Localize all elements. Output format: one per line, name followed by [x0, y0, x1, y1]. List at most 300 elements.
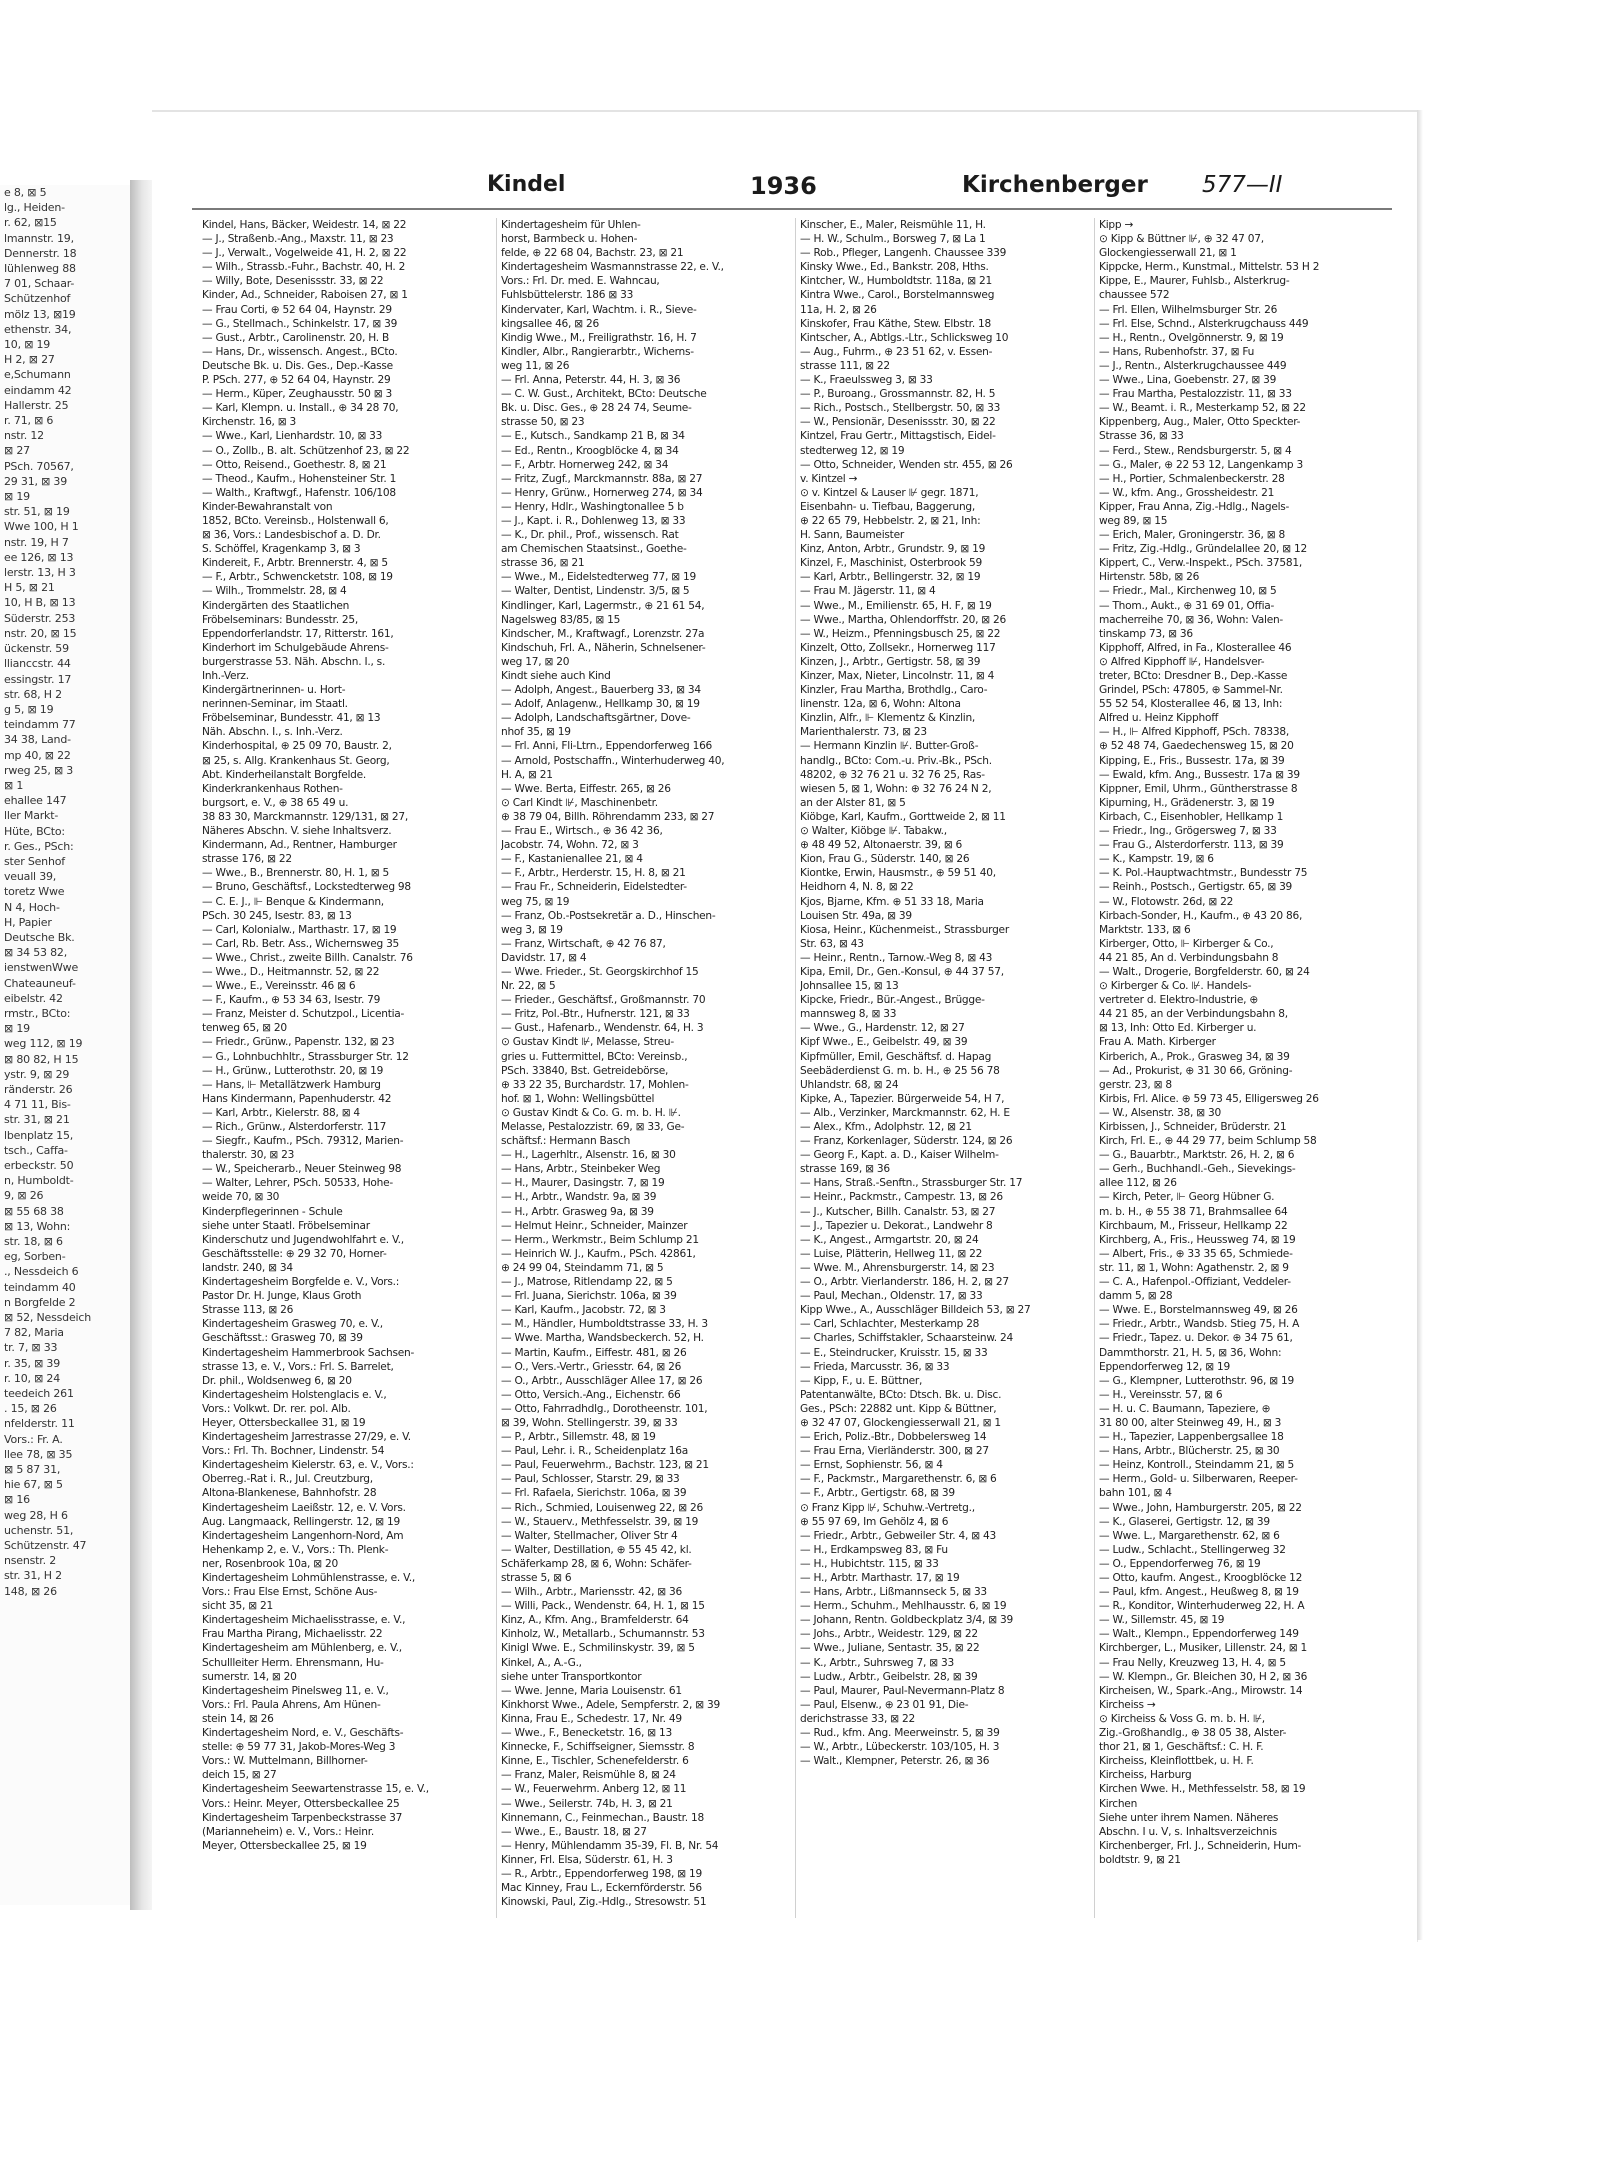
directory-entry-line: m. b. H., ⊕ 55 38 71, Brahmsallee 64: [1099, 1205, 1288, 1218]
directory-entry-line: — Erich, Poliz.-Btr., Dobbelersweg 14: [800, 1431, 987, 1444]
directory-entry-line: — F., Packmstr., Margarethenstr. 6, ⊠ 6: [800, 1473, 997, 1486]
directory-entry-line: — Hans, Rubenhofstr. 37, ⊠ Fu: [1099, 345, 1255, 358]
facing-page-line: 9, ⊠ 26: [4, 1189, 44, 1203]
directory-entry-line: Kindertagesheim Grasweg 70, e. V.,: [202, 1318, 383, 1331]
directory-entry-line: Mac Kinney, Frau L., Eckernförderstr. 56: [501, 1882, 702, 1895]
directory-entry-line: Kindscher, M., Kraftwagf., Lorenzstr. 27a: [501, 627, 705, 640]
directory-entry-line: — F., Arbtr. Hornerweg 242, ⊠ 34: [501, 458, 669, 471]
directory-entry-line: — G., Bauarbtr., Marktstr. 26, H. 2, ⊠ 6: [1099, 1149, 1295, 1162]
directory-entry-line: Kinskofer, Frau Käthe, Stew. Elbstr. 18: [800, 317, 992, 330]
facing-page-line: str. 18, ⊠ 6: [4, 1235, 63, 1249]
directory-entry-line: — Bruno, Geschäftsf., Lockstedterweg 98: [202, 881, 411, 894]
directory-entry-line: Kirbis, Frl. Alice. ⊕ 59 73 45, Elligersweg 26: [1099, 1092, 1319, 1105]
directory-entry-line: Vors.: W. Muttelmann, Billhorner-: [202, 1755, 368, 1768]
directory-entry-line: Kindertagesheim Nord, e. V., Geschäfts-: [202, 1727, 404, 1740]
scan-top-margin: [0, 0, 1600, 60]
directory-entry-line: 44 21 85, An d. Verbindungsbahn 8: [1099, 951, 1279, 964]
facing-page-line: lerstr. 13, H 3: [4, 566, 76, 580]
directory-entry-line: — Walter, Destillation, ⊕ 55 45 42, kl.: [501, 1543, 692, 1556]
directory-entry-line: deich 15, ⊠ 27: [202, 1769, 277, 1782]
directory-entry-line: — Walter, Dentist, Lindenstr. 3/5, ⊠ 5: [501, 585, 690, 598]
directory-entry-line: — W., Beamt. i. R., Mesterkamp 52, ⊠ 22: [1099, 402, 1306, 415]
directory-entry-line: Bk. u. Disc. Ges., ⊕ 28 24 74, Seume-: [501, 402, 692, 415]
directory-entry-line: Kinzelt, Otto, Zollsekr., Hornerweg 117: [800, 641, 996, 654]
header-first-name: Kindel: [487, 172, 566, 197]
directory-entry-line: — W., Speicherarb., Neuer Steinweg 98: [202, 1163, 402, 1176]
directory-entry-line: Kippcke, Herm., Kunstmal., Mittelstr. 53 H 2: [1099, 261, 1320, 274]
facing-page-line: n, Humboldt-: [4, 1174, 74, 1188]
directory-entry-line: Kirchbaum, M., Frisseur, Hellkamp 22: [1099, 1219, 1288, 1232]
directory-entry-line: — R., Arbtr., Eppendorferweg 198, ⊠ 19: [501, 1867, 703, 1880]
directory-entry-line: P. PSch. 277, ⊕ 52 64 04, Haynstr. 29: [202, 374, 391, 387]
directory-entry-line: Str. 63, ⊠ 43: [800, 937, 864, 950]
directory-entry-line: stelle: ⊕ 59 77 31, Jakob-Mores-Weg 3: [202, 1741, 396, 1754]
directory-entry-line: — W., Heizm., Pfenningsbusch 25, ⊠ 22: [800, 627, 1001, 640]
directory-entry-line: strasse 50, ⊠ 23: [501, 416, 585, 429]
facing-page-line: H, Papier: [4, 915, 52, 929]
directory-entry-line: Inh.-Verz.: [202, 670, 249, 682]
facing-page-line: ienstwenWwe: [4, 961, 79, 975]
directory-entry-line: — Erich, Maler, Groningerstr. 36, ⊠ 8: [1099, 529, 1285, 542]
directory-entry-line: — E., Steindrucker, Kruisstr. 15, ⊠ 33: [800, 1346, 988, 1359]
directory-entry-line: PSch. 30 245, Isestr. 83, ⊠ 13: [202, 909, 352, 922]
directory-entry-line: — Herm., Küper, Zeughausstr. 50 ⊠ 3: [202, 388, 393, 401]
directory-entry-line: 44 21 85, an der Verbindungsbahn 8,: [1099, 1008, 1288, 1021]
directory-entry-line: — Heinr., Packmstr., Campestr. 13, ⊠ 26: [800, 1191, 1003, 1204]
directory-entry-line: Grindel, PSch: 47805, ⊕ Sammel-Nr.: [1099, 684, 1283, 697]
directory-entry-line: Kindertagesheim für Uhlen-: [501, 219, 641, 231]
directory-entry-line: 11a, H. 2, ⊠ 26: [800, 303, 877, 316]
directory-entry-line: — Carl, Kolonialw., Marthastr. 17, ⊠ 19: [202, 923, 397, 936]
directory-entry-line: ⊕ 22 65 79, Hebbelstr. 2, ⊠ 21, Inh:: [800, 514, 981, 527]
facing-page-line: Iühlenweg 88: [4, 262, 76, 276]
directory-entry-line: Vors.: Frl. Paula Ahrens, Am Hünen-: [202, 1698, 381, 1711]
directory-entry-line: — J., Kutscher, Billh. Canalstr. 53, ⊠ 27: [800, 1205, 996, 1218]
directory-entry-line: — H., ⊩ Alfred Kipphoff, PSch. 78338,: [1099, 726, 1290, 739]
directory-entry-line: Kinz, A., Kfm. Ang., Bramfelderstr. 64: [501, 1614, 689, 1627]
directory-page: [152, 110, 1418, 1942]
directory-entry-line: — K., Kampstr. 19, ⊠ 6: [1099, 853, 1214, 866]
directory-entry-line: Kindertagesheim Hammerbrook Sachsen-: [202, 1346, 415, 1359]
directory-entry-line: — Heinrich W. J., Kaufm., PSch. 42861,: [501, 1247, 696, 1260]
facing-page-line: eg, Sorben-: [4, 1250, 66, 1264]
directory-entry-line: — Karl, Arbtr., Kielerstr. 88, ⊠ 4: [202, 1106, 360, 1119]
facing-page-line: 29 31, ⊠ 39: [4, 474, 67, 488]
directory-entry-line: PSch. 33840, Bst. Getreidebörse,: [501, 1064, 669, 1077]
directory-entry-line: — Friedr., Ing., Grögersweg 7, ⊠ 33: [1099, 825, 1277, 838]
directory-entry-line: ⊕ 55 97 69, Im Gehölz 4, ⊠ 6: [800, 1515, 949, 1528]
directory-entry-line: — O., Eppendorferweg 76, ⊠ 19: [1099, 1557, 1261, 1570]
directory-entry-line: ⊙ Kirberger & Co. ⊮. Handels-: [1099, 980, 1252, 993]
directory-entry-line: — Reinh., Postsch., Gertigstr. 65, ⊠ 39: [1099, 881, 1293, 894]
directory-entry-line: — Fritz, Zugf., Marckmannstr. 88a, ⊠ 27: [501, 472, 703, 485]
directory-entry-line: Kindlinger, Karl, Lagermstr., ⊕ 21 61 54,: [501, 599, 705, 612]
directory-entry-line: — Hans, Arbtr., Steinbeker Weg: [501, 1163, 661, 1176]
directory-entry-line: — Wwe., E., Baustr. 18, ⊠ 27: [501, 1825, 647, 1838]
directory-entry-line: — Frl. Anni, Fli-Ltrn., Eppendorferweg 166: [501, 740, 713, 753]
directory-entry-line: Kindertagesheim Michaelisstrasse, e. V.,: [202, 1614, 406, 1627]
directory-entry-line: strasse 5, ⊠ 6: [501, 1572, 572, 1584]
facing-page-line: 148, ⊠ 26: [4, 1584, 57, 1598]
directory-entry-line: ⊙ Kircheiss & Voss G. m. b. H. ⊮,: [1099, 1712, 1265, 1725]
directory-entry-line: Kiöbge, Karl, Kaufm., Gorttweide 2, ⊠ 11: [800, 810, 1006, 823]
directory-entry-line: — W., Feuerwehrm. Anberg 12, ⊠ 11: [501, 1783, 687, 1796]
facing-page-line: ränderstr. 26: [4, 1082, 73, 1096]
directory-entry-line: — Frl. Anna, Peterstr. 44, H. 3, ⊠ 36: [501, 374, 681, 387]
directory-entry-line: — Frieder., Geschäftsf., Großmannstr. 70: [501, 994, 706, 1007]
directory-entry-line: ⊠ 36, Vors.: Landesbischof a. D. Dr.: [202, 529, 381, 542]
directory-entry-line: — H., Arbtr., Wandstr. 9a, ⊠ 39: [501, 1191, 657, 1204]
directory-entry-line: — Paul, Maurer, Paul-Nevermann-Platz 8: [800, 1684, 1005, 1697]
facing-page-line: tr. 7, ⊠ 33: [4, 1341, 58, 1355]
directory-entry-line: Strasse 36, ⊠ 33: [1099, 430, 1184, 443]
facing-page-line: ückenstr. 59: [4, 642, 69, 656]
directory-entry-line: — Wwe. Martha, Wandsbeckerch. 52, H.: [501, 1332, 704, 1345]
facing-page-line: g 5, ⊠ 19: [4, 702, 54, 716]
directory-entry-line: — Martin, Kaufm., Eiffestr. 481, ⊠ 26: [501, 1346, 687, 1359]
directory-entry-line: — P., Buroang., Grossmannstr. 82, H. 5: [800, 388, 996, 401]
directory-entry-line: Kiontke, Erwin, Hausmstr., ⊕ 59 51 40,: [800, 867, 996, 880]
directory-entry-line: Kindt siehe auch Kind: [501, 670, 611, 682]
directory-entry-line: — Friedr., Arbtr., Gebweiler Str. 4, ⊠ 43: [800, 1529, 996, 1542]
directory-entry-line: — Friedr., Mal., Kirchenweg 10, ⊠ 5: [1099, 585, 1277, 598]
directory-entry-line: — Wwe., F., Benecketstr. 16, ⊠ 13: [501, 1727, 672, 1740]
directory-entry-line: — H. W., Schulm., Borsweg 7, ⊠ La 1: [800, 233, 986, 246]
directory-entry-line: — Wilh., Trommelstr. 28, ⊠ 4: [202, 585, 347, 598]
directory-entry-line: Kinkhorst Wwe., Adele, Sempferstr. 2, ⊠ 39: [501, 1698, 720, 1711]
directory-entry-line: — Ludw., Arbtr., Geibelstr. 28, ⊠ 39: [800, 1670, 978, 1683]
directory-entry-line: — W., Sillemstr. 45, ⊠ 19: [1099, 1614, 1225, 1627]
directory-entry-line: Hehenkamp 2, e. V., Vors.: Th. Plenk-: [202, 1543, 389, 1556]
directory-entry-line: siehe unter Transportkontor: [501, 1670, 642, 1683]
directory-entry-line: — Adolph, Angest., Bauerberg 33, ⊠ 34: [501, 684, 701, 697]
facing-page-line: ⊠ 27: [4, 444, 30, 458]
directory-entry-line: Heyer, Ottersbeckallee 31, ⊠ 19: [202, 1416, 366, 1429]
directory-entry-line: Kindel, Hans, Bäcker, Weidestr. 14, ⊠ 22: [202, 219, 407, 231]
facing-page-line: ⊠ 13, Wohn:: [4, 1219, 71, 1233]
directory-entry-line: — Henry, Mühlendamm 35-39, Fl. B, Nr. 54: [501, 1839, 719, 1852]
directory-entry-line: Alfred u. Heinz Kipphoff: [1099, 712, 1219, 725]
facing-page-line: eindamm 42: [4, 383, 72, 397]
directory-entry-line: Patentanwälte, BCto: Dtsch. Bk. u. Disc.: [800, 1388, 1002, 1401]
directory-entry-line: — Walt., Klempner, Peterstr. 26, ⊠ 36: [800, 1755, 990, 1768]
directory-entry-line: — Kirch, Peter, ⊩ Georg Hübner G.: [1099, 1191, 1275, 1204]
directory-entry-line: ⊕ 38 79 04, Billh. Röhrendamm 233, ⊠ 27: [501, 810, 715, 823]
directory-entry-line: v. Kintzel →: [800, 472, 858, 485]
directory-entry-line: ⊕ 32 47 07, Glockengiesserwall 21, ⊠ 1: [800, 1416, 1001, 1429]
directory-entry-line: Kintscher, A., Abtlgs.-Ltr., Schlicksweg 10: [800, 331, 1009, 344]
directory-entry-line: 31 80 00, alter Steinweg 49, H., ⊠ 3: [1099, 1416, 1282, 1429]
directory-entry-line: Kinzlin, Alfr., ⊩ Klementz & Kinzlin,: [800, 712, 976, 725]
directory-entry-line: Davidstr. 17, ⊠ 4: [501, 951, 587, 964]
facing-page-line: teindamm 40: [4, 1280, 76, 1294]
directory-entry-line: Kircheisen, W., Spark.-Ang., Mirowstr. 14: [1099, 1684, 1303, 1697]
directory-entry-line: Kinzen, J., Arbtr., Gertigstr. 58, ⊠ 39: [800, 655, 981, 668]
directory-entry-line: Kipphoff, Alfred, in Fa., Klosterallee 46: [1099, 641, 1292, 654]
directory-entry-line: — Franz, Ob.-Postsekretär a. D., Hinschen-: [501, 909, 716, 922]
directory-entry-line: — H., Maurer, Dasingstr. 7, ⊠ 19: [501, 1177, 665, 1190]
directory-entry-line: — Fritz, Pol.-Btr., Hufnerstr. 121, ⊠ 33: [501, 1008, 690, 1021]
directory-entry-line: Fröbelseminars: Bundesstr. 25,: [202, 613, 359, 626]
directory-entry-line: Kircheiss, Kleinflottbek, u. H. F.: [1099, 1755, 1254, 1768]
directory-entry-line: Kippner, Emil, Uhrm., Güntherstrasse 8: [1099, 782, 1298, 795]
directory-entry-line: Siehe unter ihrem Namen. Näheres: [1099, 1811, 1279, 1824]
directory-entry-line: — Wwe. E., Borstelmannsweg 49, ⊠ 26: [1099, 1304, 1298, 1317]
directory-entry-line: Ges., PSch: 22882 unt. Kipp & Büttner,: [800, 1402, 997, 1415]
directory-entry-line: macherreihe 70, ⊠ 36, Wohn: Valen-: [1099, 613, 1284, 626]
directory-entry-line: Kindertagesheim Pinelsweg 11, e. V.,: [202, 1684, 389, 1697]
directory-entry-line: Kircheiss →: [1099, 1698, 1156, 1711]
directory-entry-line: — Albert, Fris., ⊕ 33 35 65, Schmiede-: [1099, 1247, 1293, 1260]
directory-entry-line: Kintra Wwe., Carol., Borstelmannsweg: [800, 289, 995, 302]
directory-entry-line: Geschäftsst.: Grasweg 70, ⊠ 39: [202, 1332, 363, 1345]
directory-entry-line: — H., Erdkampsweg 83, ⊠ Fu: [800, 1543, 948, 1556]
directory-entry-line: Uhlandstr. 68, ⊠ 24: [800, 1078, 899, 1091]
directory-entry-line: — H. u. C. Baumann, Tapeziere, ⊕: [1099, 1402, 1271, 1415]
directory-entry-line: — W., Stauerv., Methfesselstr. 39, ⊠ 19: [501, 1515, 699, 1528]
directory-entry-line: — K., Fraeulssweg 3, ⊠ 33: [800, 374, 933, 387]
facing-page-line: 10, H B, ⊠ 13: [4, 596, 76, 610]
directory-entry-line: — Franz, Maler, Reismühle 8, ⊠ 24: [501, 1769, 676, 1782]
directory-entry-line: Kinzel, F., Maschinist, Osterbrook 59: [800, 557, 982, 570]
directory-entry-line: Heidhorn 4, N. 8, ⊠ 22: [800, 881, 914, 894]
facing-page-line: str. 68, H 2: [4, 687, 62, 701]
directory-entry-line: — Wwe., Karl, Lienhardstr. 10, ⊠ 33: [202, 430, 383, 443]
directory-entry-line: Kintcher, W., Humboldtstr. 118a, ⊠ 21: [800, 275, 993, 288]
directory-entry-line: Kinner, Frl. Elsa, Süderstr. 61, H. 3: [501, 1853, 673, 1866]
directory-entry-line: — Wwe. L., Margarethenstr. 62, ⊠ 6: [1099, 1529, 1280, 1542]
directory-entry-line: — Henry, Hdlr., Washingtonallee 5 b: [501, 500, 684, 513]
directory-entry-line: 55 52 54, Klosterallee 46, ⊠ 13, Inh:: [1099, 698, 1283, 711]
directory-entry-line: — Friedr., Tapez. u. Dekor. ⊕ 34 75 61,: [1099, 1332, 1293, 1345]
directory-entry-line: Schullleiter Herm. Ehrensmann, Hu-: [202, 1656, 384, 1669]
directory-entry-line: — Hans, ⊩ Metallätzwerk Hamburg: [202, 1078, 381, 1091]
directory-entry-line: Kindereit, F., Arbtr. Brennerstr. 4, ⊠ 5: [202, 557, 388, 570]
directory-entry-line: Fuhlsbüttelerstr. 186 ⊠ 33: [501, 289, 634, 302]
directory-entry-line: — Friedr., Grünw., Papenstr. 132, ⊠ 23: [202, 1036, 395, 1049]
directory-entry-line: — J., Verwalt., Vogelweide 41, H. 2, ⊠ 22: [202, 247, 407, 260]
directory-entry-line: — Walter, Lehrer, PSch. 50533, Hohe-: [202, 1177, 393, 1190]
directory-entry-line: — Paul, Feuerwehrm., Bachstr. 123, ⊠ 21: [501, 1459, 709, 1472]
directory-entry-line: Kirchen: [1099, 1797, 1138, 1810]
directory-entry-line: burgerstrasse 53. Näh. Abschn. I., s.: [202, 655, 386, 668]
directory-entry-line: — Johann, Rentn. Goldbeckplatz 3/4, ⊠ 39: [800, 1614, 1013, 1627]
directory-entry-line: Kinderschutz und Jugendwohlfahrt e. V.,: [202, 1233, 404, 1246]
directory-entry-line: — C. E. J., ⊩ Benque & Kindermann,: [202, 895, 384, 908]
facing-page-line: ⊠ 16: [4, 1493, 30, 1507]
directory-entry-line: Kipp →: [1099, 219, 1134, 231]
facing-page-line: Süderstr. 253: [4, 611, 76, 625]
directory-entry-line: — K., Arbtr., Suhrsweg 7, ⊠ 33: [800, 1656, 954, 1669]
directory-entry-line: Kinscher, E., Maler, Reismühle 11, H.: [800, 219, 986, 231]
directory-entry-line: Kintzel, Frau Gertr., Mittagstisch, Eidel-: [800, 430, 996, 443]
directory-entry-line: — Frl. Juana, Sierichstr. 106a, ⊠ 39: [501, 1290, 677, 1303]
directory-entry-line: thalerstr. 30, ⊠ 23: [202, 1149, 295, 1162]
directory-entry-line: — Ed., Rentn., Kroogblöcke 4, ⊠ 34: [501, 444, 679, 457]
directory-entry-line: treter, BCto: Dresdner B., Dep.-Kasse: [1099, 670, 1288, 682]
directory-entry-line: tinskamp 73, ⊠ 36: [1099, 627, 1193, 640]
directory-entry-line: — Wwe., Juliane, Sentastr. 35, ⊠ 22: [800, 1642, 980, 1655]
directory-entry-line: Kindertagesheim Wasmannstrasse 22, e. V.,: [501, 261, 724, 274]
directory-entry-line: — Arnold, Postschaffn., Winterhuderweg 40,: [501, 754, 725, 767]
directory-entry-line: Kirch, Frl. E., ⊕ 44 29 77, beim Schlump 58: [1099, 1135, 1317, 1148]
facing-page-line: str. 31, ⊠ 21: [4, 1113, 70, 1127]
directory-entry-line: H. Sann, Baumeister: [800, 529, 904, 542]
directory-entry-line: 1852, BCto. Vereinsb., Holstenwall 6,: [202, 514, 389, 527]
directory-entry-line: Glockengiesserwall 21, ⊠ 1: [1099, 247, 1237, 260]
directory-entry-line: — Frau G., Alsterdorferstr. 113, ⊠ 39: [1099, 839, 1284, 852]
directory-entry-line: weg 75, ⊠ 19: [501, 895, 570, 908]
facing-page-line: 7 82, Maria: [4, 1326, 64, 1340]
directory-entry-line: Oberreg.-Rat i. R., Jul. Creutzburg,: [202, 1473, 373, 1486]
directory-entry-line: — Helmut Heinr., Schneider, Mainzer: [501, 1219, 688, 1232]
directory-entry-line: — Gust., Hafenarb., Wendenstr. 64, H. 3: [501, 1022, 704, 1035]
directory-entry-line: linenstr. 12a, ⊠ 6, Wohn: Altona: [800, 698, 961, 711]
directory-entry-line: Eisenbahn- u. Tiefbau, Baggerung,: [800, 500, 976, 513]
directory-entry-line: — W., Arbtr., Lübeckerstr. 103/105, H. 3: [800, 1741, 1000, 1754]
directory-entry-line: — Kipp, F., u. E. Büttner,: [800, 1374, 923, 1387]
directory-entry-line: — Heinz, Kontroll., Steindamm 21, ⊠ 5: [1099, 1459, 1294, 1472]
facing-page-line: nstr. 20, ⊠ 15: [4, 626, 77, 640]
directory-entry-line: — Friedr., Arbtr., Wandsb. Stieg 75, H. A: [1099, 1318, 1300, 1331]
directory-entry-line: Meyer, Ottersbeckallee 25, ⊠ 19: [202, 1839, 367, 1852]
directory-entry-line: Kindertagesheim Holstenglacis e. V.,: [202, 1388, 387, 1401]
directory-entry-line: strasse 176, ⊠ 22: [202, 853, 292, 866]
directory-entry-line: — G., Lohnbuchhltr., Strassburger Str. 12: [202, 1050, 409, 1063]
directory-entry-line: Kindertagesheim Laeißstr. 12, e. V. Vors.: [202, 1501, 406, 1514]
facing-page-line: ⊠ 19: [4, 490, 30, 504]
facing-page-line: 34 38, Land-: [4, 733, 71, 747]
directory-entry-line: Aug. Langmaack, Rellingerstr. 12, ⊠ 19: [202, 1515, 401, 1528]
facing-page-line: Chateauneuf-: [4, 976, 76, 990]
directory-entry-line: Vors.: Heinr. Meyer, Ottersbeckallee 25: [202, 1797, 400, 1810]
directory-entry-line: — Wwe. Jenne, Maria Louisenstr. 61: [501, 1684, 682, 1697]
directory-entry-line: Deutsche Bk. u. Dis. Ges., Dep.-Kasse: [202, 359, 393, 372]
directory-entry-line: weg 17, ⊠ 20: [501, 655, 570, 668]
directory-entry-line: — O., Arbtr., Ausschläger Allee 17, ⊠ 26: [501, 1374, 703, 1387]
directory-entry-line: tenweg 65, ⊠ 20: [202, 1022, 287, 1035]
directory-entry-line: Kipfmüller, Emil, Geschäftsf. d. Hapag: [800, 1050, 992, 1063]
directory-entry-line: — Rich., Schmied, Louisenweg 22, ⊠ 26: [501, 1501, 703, 1514]
directory-entry-line: — Ludw., Schlacht., Stellingerweg 32: [1099, 1543, 1286, 1556]
directory-entry-line: — Charles, Schiffstakler, Schaarsteinw. 24: [800, 1332, 1014, 1345]
directory-entry-line: — Rud., kfm. Ang. Meerweinstr. 5, ⊠ 39: [800, 1727, 1000, 1740]
facing-page-line: tsch., Caffa-: [4, 1143, 68, 1157]
directory-entry-line: Johnsallee 15, ⊠ 13: [800, 980, 899, 993]
facing-page-line: H 2, ⊠ 27: [4, 353, 55, 367]
directory-entry-line: Pastor Dr. H. Junge, Klaus Groth: [202, 1290, 362, 1303]
facing-page-line: e,Schumann: [4, 368, 71, 382]
header-last-name: Kirchenberger: [962, 172, 1148, 198]
facing-page-line: Schützenhof: [4, 292, 71, 306]
directory-entry-line: ⊕ 33 22 35, Burchardstr. 17, Mohlen-: [501, 1078, 689, 1091]
facing-page-line: H 5, ⊠ 21: [4, 581, 55, 595]
directory-entry-line: Marktstr. 133, ⊠ 6: [1099, 923, 1191, 936]
directory-entry-line: — Wwe., M., Emilienstr. 65, H. F, ⊠ 19: [800, 599, 992, 612]
directory-entry-line: — Henry, Grünw., Hornerweg 274, ⊠ 34: [501, 486, 703, 499]
directory-entry-line: — H., Arbtr. Grasweg 9a, ⊠ 39: [501, 1205, 654, 1218]
directory-entry-line: — Wwe. Berta, Eiffestr. 265, ⊠ 26: [501, 782, 671, 795]
facing-page-line: ⊠ 34 53 82,: [4, 946, 67, 960]
directory-entry-line: ⊙ v. Kintzel & Lauser ⊮ gegr. 1871,: [800, 486, 979, 499]
directory-entry-line: Kindertagesheim Borgfelde e. V., Vors.:: [202, 1276, 400, 1289]
facing-page-line: ⊠ 19: [4, 1022, 30, 1036]
page-edge-shadow: [1417, 110, 1423, 1940]
facing-page-line: rweg 25, ⊠ 3: [4, 763, 74, 777]
directory-entry-line: felde, ⊕ 22 68 04, Bachstr. 23, ⊠ 21: [501, 247, 684, 260]
directory-entry-line: ⊙ Walter, Kiöbge ⊮. Tabakw.,: [800, 825, 947, 838]
facing-page-line: ⊠ 55 68 38: [4, 1204, 64, 1218]
facing-page-line: str. 31, H 2: [4, 1569, 62, 1583]
directory-entry-line: ⊙ Kipp & Büttner ⊮, ⊕ 32 47 07,: [1099, 233, 1264, 246]
directory-entry-line: sumerstr. 14, ⊠ 20: [202, 1670, 297, 1683]
facing-page-line: ystr. 9, ⊠ 29: [4, 1067, 70, 1081]
facing-page-line: PSch. 70567,: [4, 459, 74, 473]
directory-entry-line: Kinholz, W., Metallarb., Schumannstr. 53: [501, 1628, 705, 1641]
directory-entry-line: — Otto, Schneider, Wenden str. 455, ⊠ 26: [800, 458, 1013, 471]
facing-page-line: weg 112, ⊠ 19: [4, 1037, 83, 1051]
directory-entry-line: nerinnen-Seminar, im Staatl.: [202, 698, 348, 711]
directory-entry-line: — Frau Nelly, Kreuzweg 13, H. 4, ⊠ 5: [1099, 1656, 1286, 1669]
directory-entry-line: — Wwe., G., Hardenstr. 12, ⊠ 27: [800, 1022, 965, 1035]
directory-entry-line: — Alb., Verzinker, Marckmannstr. 62, H. E: [800, 1106, 1010, 1119]
directory-entry-line: — Walter, Stellmacher, Oliver Str 4: [501, 1529, 678, 1542]
directory-entry-line: Louisen Str. 49a, ⊠ 39: [800, 909, 912, 922]
page-header: [152, 172, 1417, 222]
directory-entry-line: Kippenberg, Aug., Maler, Otto Speckter-: [1099, 416, 1301, 429]
directory-entry-line: handlg., BCto: Com.-u. Priv.-Bk., PSch.: [800, 754, 992, 767]
facing-page-line: n Borgfelde 2: [4, 1295, 76, 1309]
directory-entry-line: — Wwe., Seilerstr. 74b, H. 3, ⊠ 21: [501, 1797, 673, 1810]
directory-entry-line: Dr. phil., Woldsenweg 6, ⊠ 20: [202, 1374, 352, 1387]
directory-entry-line: — Fritz, Zig.-Hdlg., Gründelallee 20, ⊠ 12: [1099, 543, 1308, 556]
directory-entry-line: — Otto, kaufm. Angest., Kroogblöcke 12: [1099, 1572, 1303, 1584]
directory-entry-line: Kjos, Bjarne, Kfm. ⊕ 51 33 18, Maria: [800, 895, 984, 908]
facing-page-line: lmannstr. 19,: [4, 231, 74, 245]
directory-entry-line: strasse 111, ⊠ 22: [800, 359, 890, 372]
directory-entry-line: str. 11, ⊠ 1, Wohn: Agathenstr. 2, ⊠ 9: [1099, 1261, 1289, 1274]
directory-entry-line: — K., Angest., Armgartstr. 20, ⊠ 24: [800, 1233, 979, 1246]
directory-entry-line: — H., Rentn., Ovelgönnerstr. 9, ⊠ 19: [1099, 331, 1284, 344]
directory-entry-line: — Johs., Arbtr., Weidestr. 129, ⊠ 22: [800, 1628, 978, 1641]
directory-entry-line: kingsallee 46, ⊠ 26: [501, 317, 600, 330]
directory-entry-line: Eppendorferweg 12, ⊠ 19: [1099, 1360, 1231, 1373]
directory-entry-line: — Hans, Arbtr., Blücherstr. 25, ⊠ 30: [1099, 1445, 1280, 1458]
directory-entry-line: — G., Stellmach., Schinkelstr. 17, ⊠ 39: [202, 317, 398, 330]
facing-page-line: N 4, Hoch-: [4, 900, 60, 914]
directory-entry-line: — Paul, kfm. Angest., Heußweg 8, ⊠ 19: [1099, 1586, 1299, 1599]
directory-entry-line: weg 3, ⊠ 19: [501, 923, 563, 936]
directory-entry-line: ⊙ Carl Kindt ⊮, Maschinenbetr.: [501, 796, 658, 809]
directory-entry-line: Kipp Wwe., A., Ausschläger Billdeich 53, ⊠ 27: [800, 1304, 1031, 1317]
directory-entry-line: Kircheiss, Harburg: [1099, 1769, 1192, 1782]
facing-page-line: hie 67, ⊠ 5: [4, 1478, 63, 1492]
facing-page-line: lbenplatz 15,: [4, 1128, 74, 1142]
facing-page-line: eibelstr. 42: [4, 991, 63, 1005]
directory-entry-line: Kipf Wwe., E., Geibelstr. 49, ⊠ 39: [800, 1036, 968, 1049]
directory-entry-line: Vors.: Frl. Dr. med. E. Wahncau,: [501, 275, 660, 288]
directory-entry-line: — Frau E., Wirtsch., ⊕ 36 42 36,: [501, 825, 663, 838]
directory-entry-line: — Wwe., M., Eidelstedterweg 77, ⊠ 19: [501, 571, 696, 584]
directory-entry-line: Marienthalerstr. 73, ⊠ 23: [800, 726, 927, 739]
directory-entry-line: — Frau Martha, Pestalozzistr. 11, ⊠ 33: [1099, 388, 1292, 401]
facing-page-line: Wwe 100, H 1: [4, 520, 79, 534]
directory-entry-line: — J., Kapt. i. R., Dohlenweg 13, ⊠ 33: [501, 514, 686, 527]
directory-entry-line: Kirbissen, J., Schneider, Brüderstr. 21: [1099, 1121, 1287, 1133]
directory-entry-line: — Franz, Korkenlager, Süderstr. 124, ⊠ 26: [800, 1135, 1013, 1148]
directory-entry-line: Kindertagesheim Lohmühlenstrasse, e. V.,: [202, 1572, 415, 1584]
facing-page-line: essingstr. 17: [4, 672, 72, 686]
